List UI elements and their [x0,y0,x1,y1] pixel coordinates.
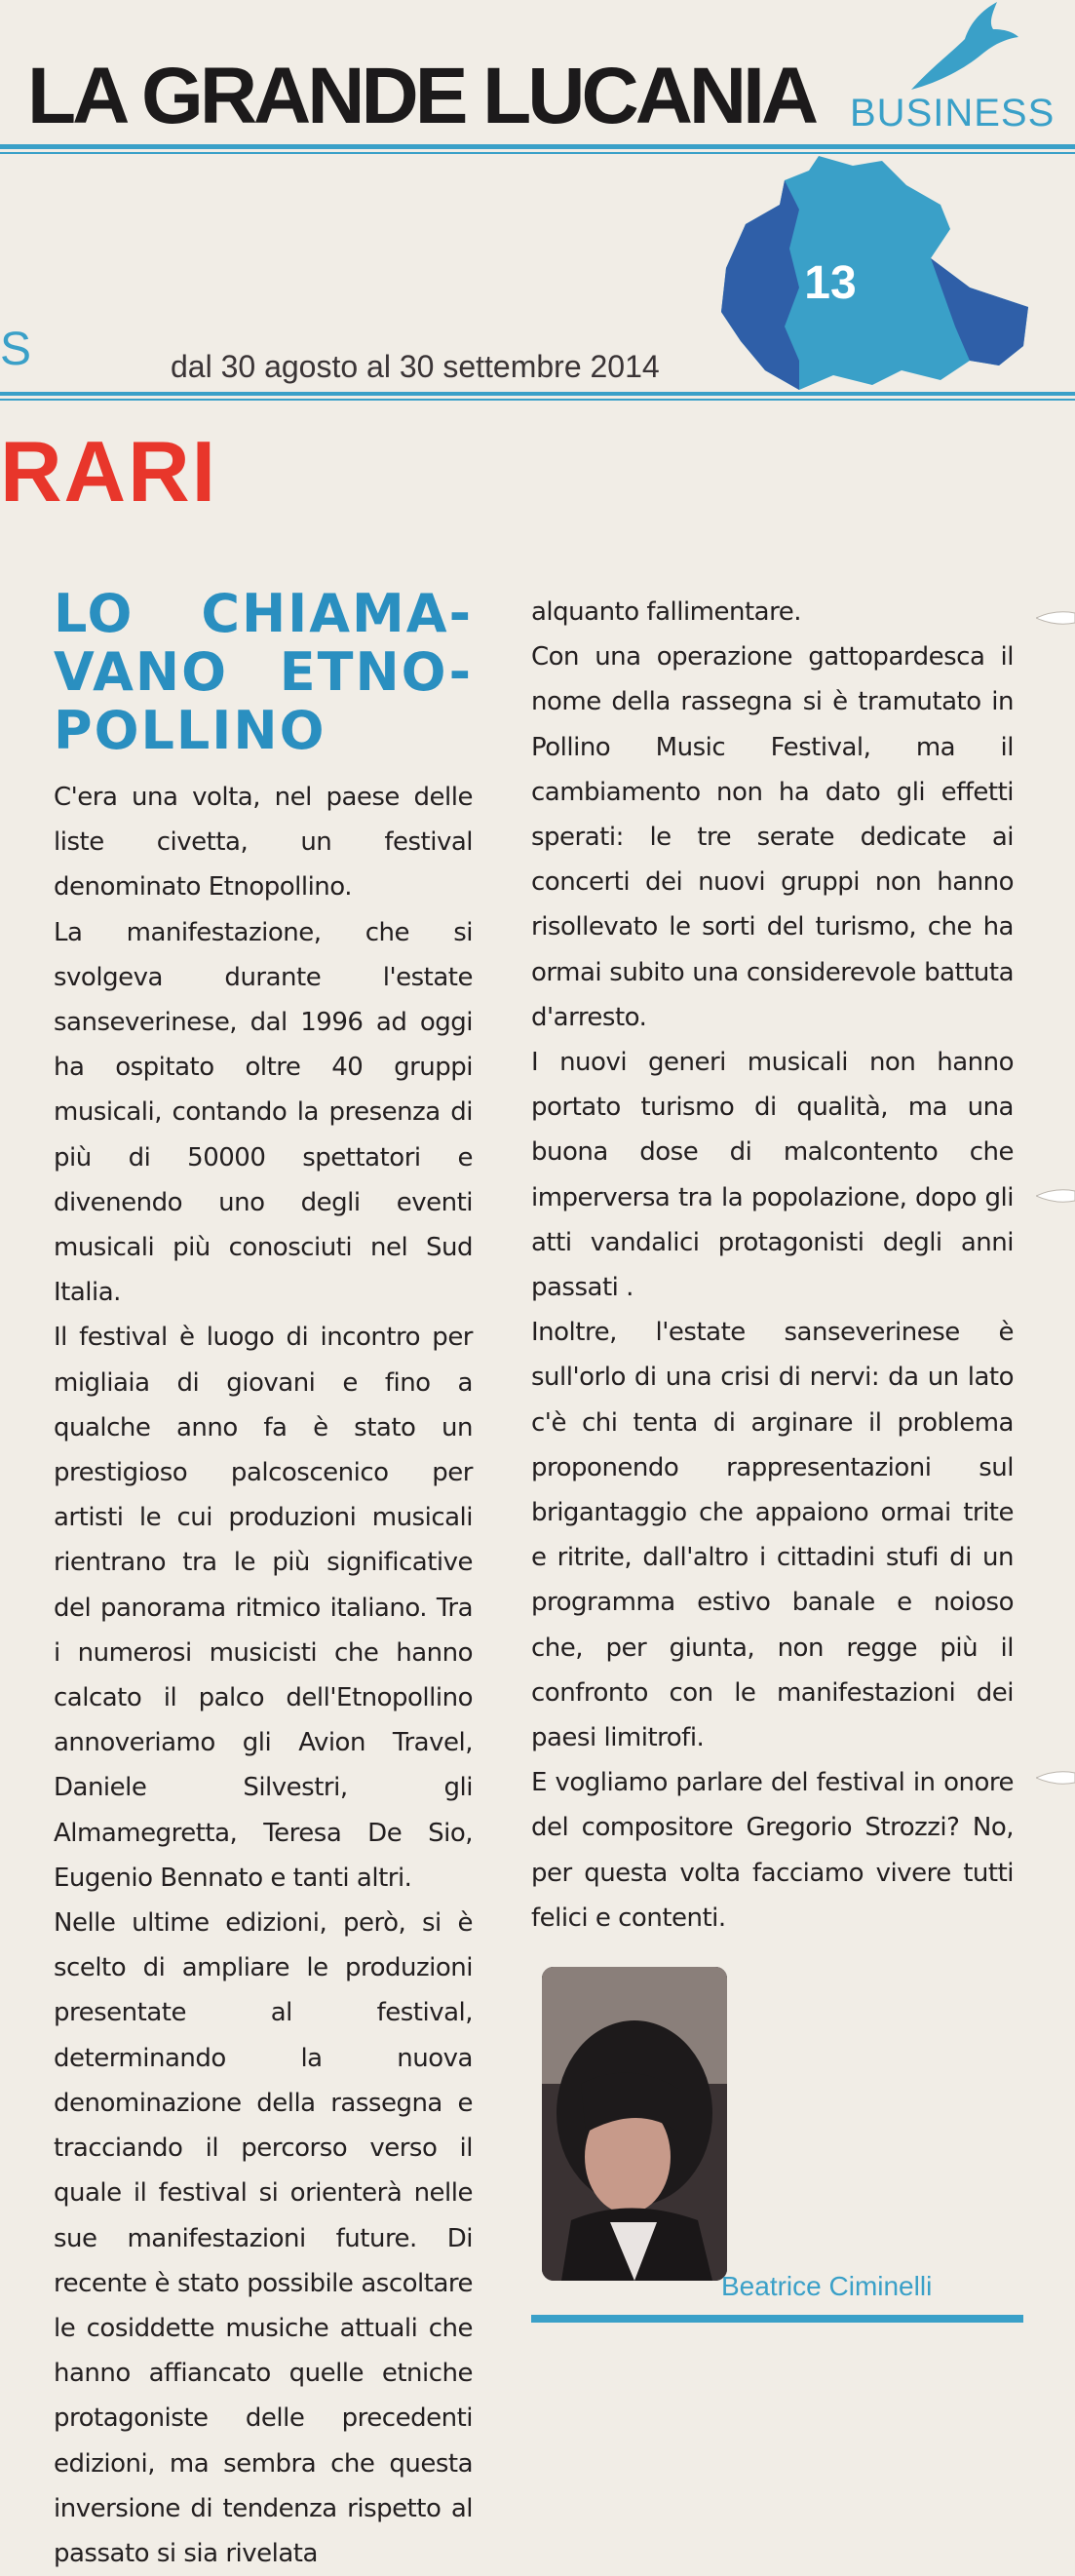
article-paragraph: E vogliamo parlare del festival in onore del compositore Gregorio Strozzi? No, per questa volta facciamo vivere tutti felici e contenti. [531,1768,1014,1933]
masthead-section: BUSINESS [850,92,1056,135]
masthead-rule [0,144,1075,149]
article-paragraph: C'era una volta, nel paese delle liste civetta, un festival denominato Etnopollino. [54,783,473,903]
author-name: Beatrice Ciminelli [721,2271,933,2301]
masthead-title: LA GRANDE LUCANIA [27,52,816,140]
article-column-left [54,775,473,2576]
date-rule-thin [0,399,1075,401]
author-rule [531,2315,1023,2323]
article-paragraph: I nuovi generi musicali non hanno portato turismo di qualità, ma una buona dose di malcontento che imperversa tra la popolazione, dopo gli atti vandalici protagonisti degli anni passati . [531,1048,1014,1303]
article-column-right [531,590,1014,1941]
bird-logo-icon [872,0,1018,93]
article-paragraph: La manifestazione, che si svolgeva durante l'estate sanseverinese, dal 1996 ad oggi ha ospitato oltre 40 gruppi musicali, contando la presenza di più di 50000 spettatori e divenendo uno degli eventi musicali più conosciuti nel Sud Italia. [54,917,473,1308]
article-paragraph: Il festival è luogo di incontro per migliaia di giovani e fino a qualche anno fa è stato un prestigioso palcoscenico per artisti le cui produzioni musicali rientrano tra le più significative del panorama ritmico italiano. Tra i numerosi musicisti che hanno calcato il palco dell'Etnopollino annoveriamo gli Avion Travel, Daniele Silvestri, gli Almamegretta, Teresa De Sio, Eugenio Bennato e tanti altri. [54,1323,473,1893]
article-paragraph: Con una operazione gattopardesca il nome della rassegna si è tramutato in Pollino Music Festival, ma il cambiamento non ha dato gli effetti sperati: le tre serate dedicate ai concerti dei nuovi gruppi non hanno risollevato le sorti del turismo, che ha ormai subito una considerevole battuta d'arresto. [531,642,1014,1032]
masthead-cut-letter: S [0,324,32,375]
page-edge-nick-icon [1036,1769,1075,1787]
basilicata-map-icon [707,151,1033,400]
page-edge-nick-icon [1036,1187,1075,1205]
page-number: 13 [804,257,857,309]
article-paragraph: Inoltre, l'estate sanseverinese è sull'orlo di una crisi di nervi: da un lato c'è chi tenta di arginare il problema proponendo rappresentazioni sul brigantaggio che appaiono ormai trite e ritrite, dall'altro i cittadini stufi di un programma estivo banale e noioso che, per giunta, non regge più il confronto con le manifestazioni dei paesi limitrofi. [531,1318,1014,1753]
author-portrait-icon [542,1967,727,2281]
page-edge-nick-icon [1036,609,1075,627]
author-photo [542,1967,727,2281]
article-paragraph: Nelle ultime edizioni, però, si è scelto di ampliare le produzioni presentate al festival, determinando la nuova denominazione della rassegna e tracciando il percorso verso il quale il festival si orienterà nelle sue manifestazioni future. Di recente è stato possibile ascoltare le cosiddette musiche attuali che hanno affiancato quelle etniche protagoniste delle precedenti edizioni, ma sembra che questa inversione di tendenza rispetto al passato si sia rivelata [54,1908,473,2568]
article-headline: LO CHIAMA-VANO ETNO-POLLINO [54,583,473,761]
section-tag: RARI [0,423,218,519]
date-rule [0,392,1075,396]
article-paragraph: alquanto fallimentare. [531,597,801,627]
issue-date: dal 30 agosto al 30 settembre 2014 [171,349,660,384]
masthead [0,0,1075,409]
